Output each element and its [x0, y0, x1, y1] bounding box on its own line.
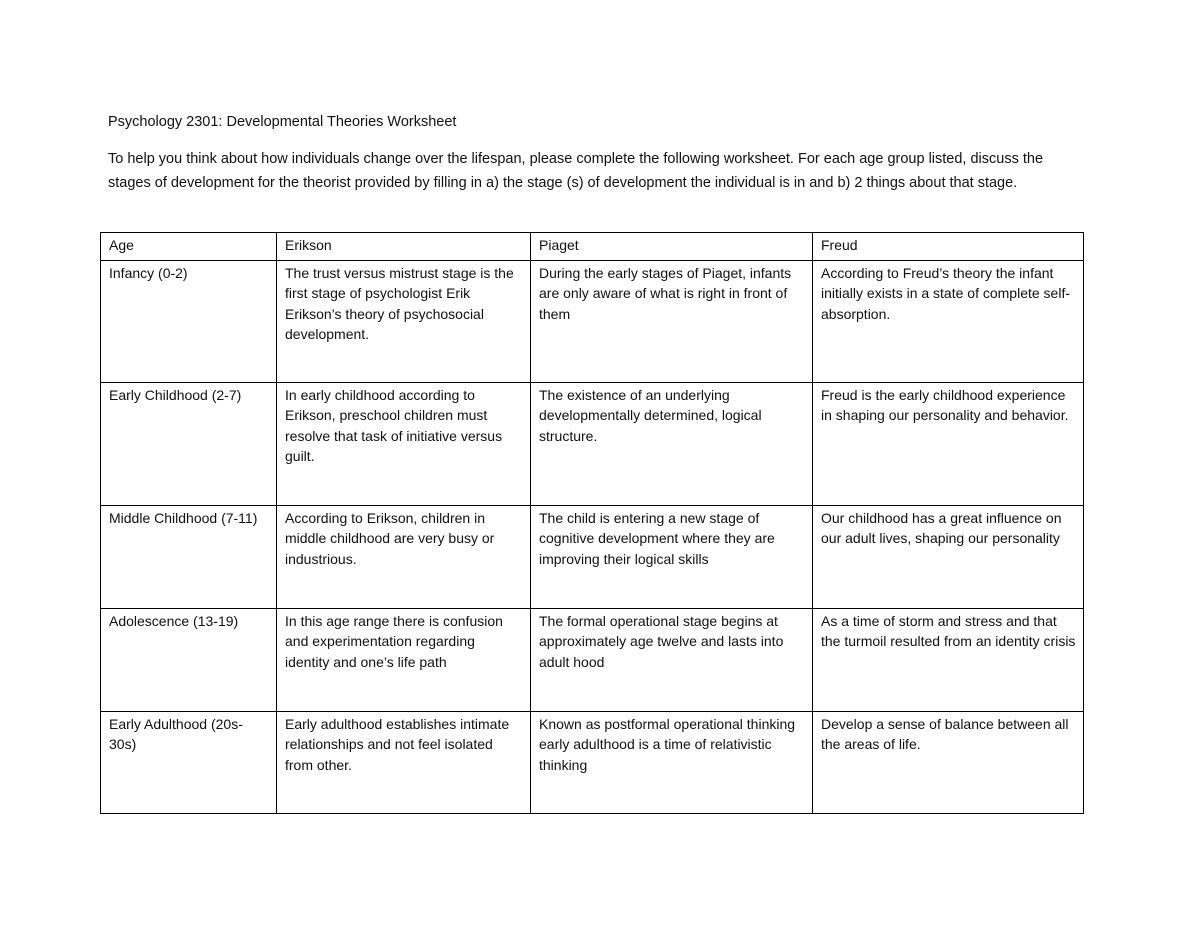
table-row [101, 608, 1084, 711]
document-title: Psychology 2301: Developmental Theories Worksheet [108, 114, 457, 130]
table-header-row [101, 233, 1084, 261]
table-row [101, 382, 1084, 505]
cell-age: Middle Childhood (7-11) [101, 505, 277, 608]
cell-piaget: During the early stages of Piaget, infants are only aware of what is right in front of them [531, 260, 813, 382]
header-erikson: Erikson [277, 233, 531, 261]
cell-piaget: The formal operational stage begins at approximately age twelve and lasts into adult hood [531, 608, 813, 711]
cell-freud: Our childhood has a great influence on our adult lives, shaping our personality [813, 505, 1084, 608]
header-piaget: Piaget [531, 233, 813, 261]
cell-freud: Develop a sense of balance between all the areas of life. [813, 711, 1084, 813]
instructions-paragraph: To help you think about how individuals change over the lifespan, please complete the following worksheet. For each age group listed, discuss the stages of development for the theorist provided by filling in a) the stage (s) of development the individual is in and b) 2 things about that stage. [108, 151, 1044, 191]
cell-erikson: In early childhood according to Erikson, preschool children must resolve that task of initiative versus guilt. [277, 382, 531, 505]
cell-age: Early Adulthood (20s-30s) [101, 711, 277, 813]
worksheet-table [100, 232, 1084, 814]
cell-freud: Freud is the early childhood experience in shaping our personality and behavior. [813, 382, 1084, 505]
cell-freud: According to Freud’s theory the infant initially exists in a state of complete self-absorption. [813, 260, 1084, 382]
cell-erikson: According to Erikson, children in middle childhood are very busy or industrious. [277, 505, 531, 608]
cell-erikson: Early adulthood establishes intimate relationships and not feel isolated from other. [277, 711, 531, 813]
header-freud: Freud [813, 233, 1084, 261]
table-row [101, 505, 1084, 608]
cell-erikson: The trust versus mistrust stage is the first stage of psychologist Erik Erikson’s theory of psychosocial development. [277, 260, 531, 382]
cell-piaget: The child is entering a new stage of cognitive development where they are improving their logical skills [531, 505, 813, 608]
cell-age: Early Childhood (2-7) [101, 382, 277, 505]
cell-erikson: In this age range there is confusion and experimentation regarding identity and one’s life path [277, 608, 531, 711]
cell-freud: As a time of storm and stress and that the turmoil resulted from an identity crisis [813, 608, 1084, 711]
cell-piaget: The existence of an underlying developmentally determined, logical structure. [531, 382, 813, 505]
cell-age: Infancy (0-2) [101, 260, 277, 382]
header-age: Age [101, 233, 277, 261]
cell-piaget: Known as postformal operational thinking early adulthood is a time of relativistic thinking [531, 711, 813, 813]
cell-age: Adolescence (13-19) [101, 608, 277, 711]
table-row [101, 260, 1084, 382]
table-row [101, 711, 1084, 813]
